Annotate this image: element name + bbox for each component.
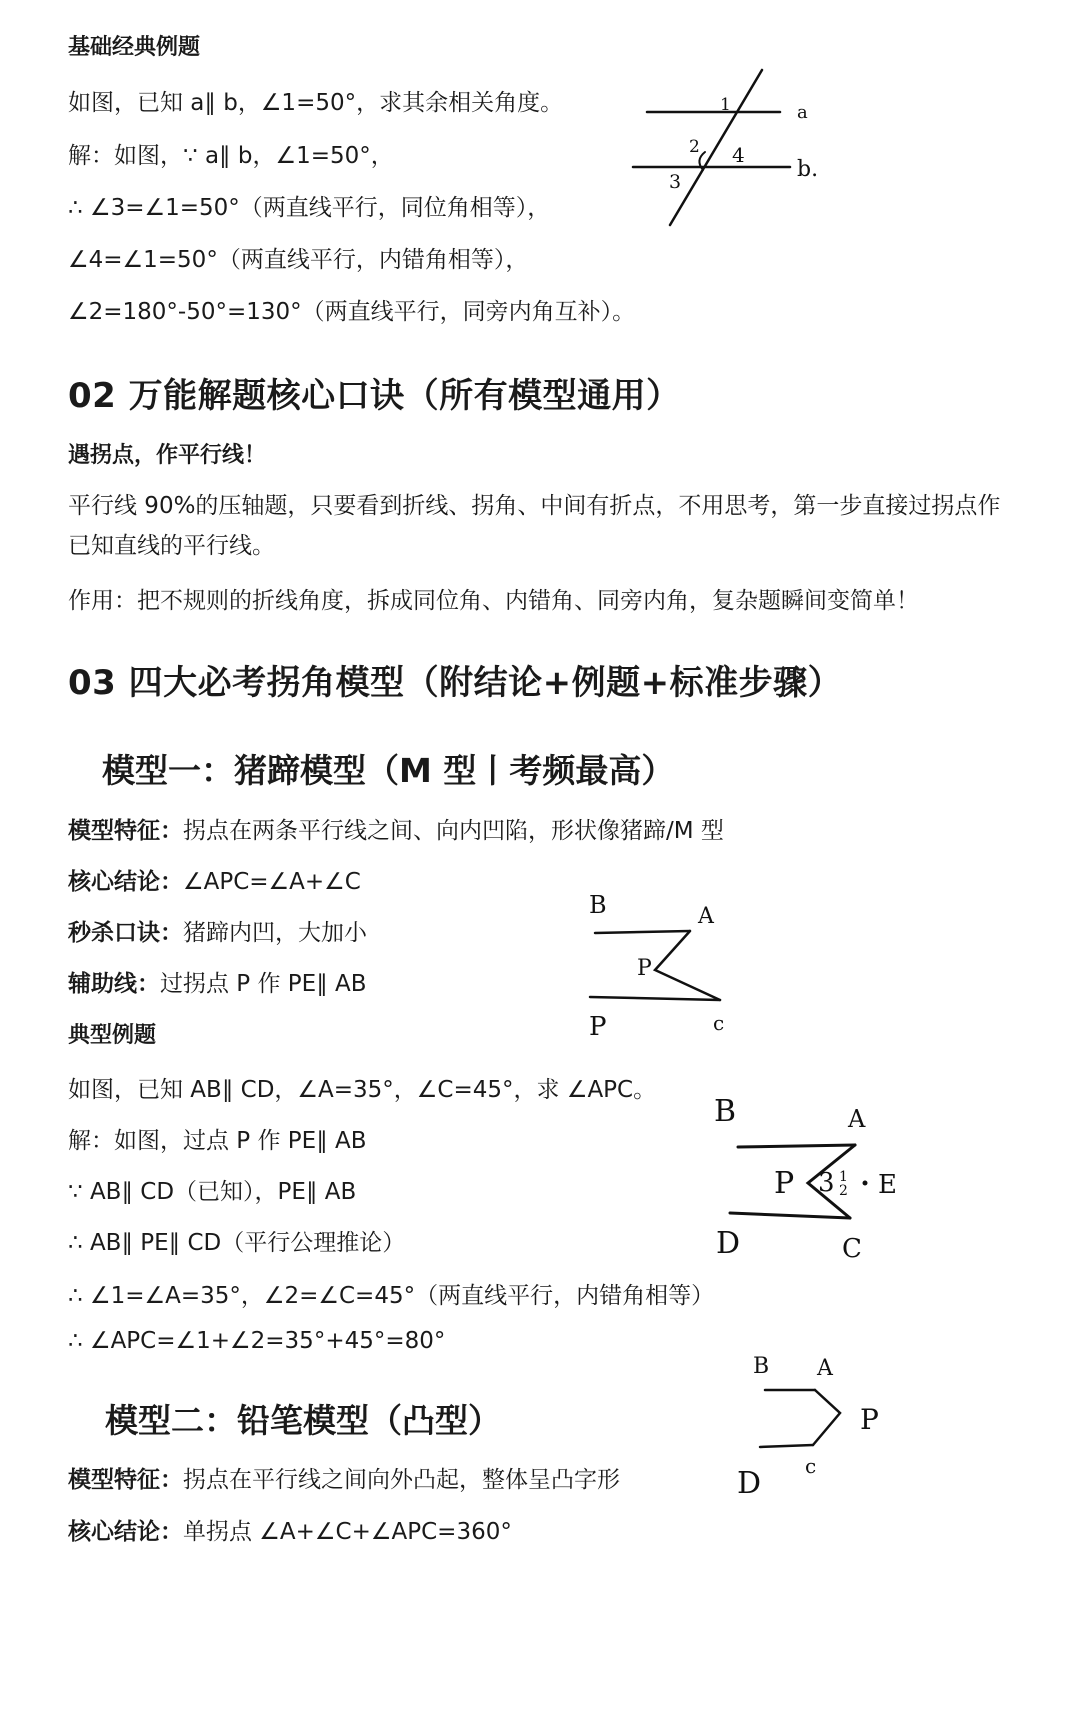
aux-label: 辅助线： [68,971,160,997]
section-02-paragraph-2: 作用：把不规则的折线角度，拆成同位角、内错角、同旁内角，复杂题瞬间变简单！ [68,588,919,614]
example-line-6: ∴ ∠APC=∠1+∠2=35°+45°=80° [68,1328,446,1354]
parallel-lines-figure [625,60,855,240]
angle-3-label: 3 [669,171,682,193]
label-C: c [713,1011,725,1035]
label-B: B [753,1354,770,1379]
pencil-model-figure [735,1345,905,1515]
label-a: a [797,102,808,123]
aux-text: 过拐点 P 作 PE∥ AB [160,971,367,997]
point-e-dot [863,1181,868,1186]
example-line-5: ∴ ∠1=∠A=35°，∠2=∠C=45°（两直线平行，内错角相等） [68,1283,715,1309]
intro-line-4: ∠4=∠1=50°（两直线平行，内错角相等）， [68,247,529,273]
label-A: A [817,1356,833,1381]
label-B: B [589,891,607,919]
label-P: P [774,1166,795,1201]
label-A: A [698,904,714,929]
transversal [670,70,762,225]
label-P: P [860,1403,879,1436]
example-line-3: ∵ AB∥ CD（已知），PE∥ AB [68,1179,357,1205]
pig-hoof-example-figure [700,1085,900,1265]
feature-text: 拐点在平行线之间向外凸起，整体呈凸字形 [183,1467,620,1493]
label-B: B [714,1094,737,1129]
trick-text: 猪蹄内凹，大加小 [183,920,367,946]
label-D: D [737,1466,762,1501]
section-02-paragraph-1: 平行线 90%的压轴题，只要看到折线、拐角、中间有折点，不用思考，第一步直接过拐点作已知直线的平行线。 [68,493,1001,559]
label-P: P [637,956,652,981]
model-1-conclusion [68,863,361,896]
section-02-title: 02 万能解题核心口诀（所有模型通用） [68,376,681,416]
line-cd [760,1445,813,1447]
model-1-example-heading: 典型例题 [68,1023,157,1048]
trick-label: 秒杀口诀： [68,920,183,946]
conclusion-text: ∠APC=∠A+∠C [183,869,361,895]
section-02-slogan: 遇拐点，作平行线！ [68,443,267,468]
angle-1-label: 1 [720,95,731,115]
example-line-4: ∴ AB∥ PE∥ CD（平行公理推论） [68,1230,406,1256]
line-ab [738,1145,855,1147]
label-b: b. [797,157,819,182]
label-E: E [878,1170,897,1200]
pig-hoof-figure [575,875,775,1045]
conclusion-text: 单拐点 ∠A+∠C+∠APC=360° [183,1519,512,1545]
model-2-feature [68,1461,620,1494]
model-2-title: 模型二：铅笔模型（凸型） [105,1401,501,1440]
section-03-title: 03 四大必考拐角模型（附结论+例题+标准步骤） [68,663,843,703]
intro-line-2: 解：如图，∵ a∥ b，∠1=50°， [68,143,394,169]
angle-3-label: 3 [818,1168,835,1198]
conclusion-label: 核心结论： [68,1519,183,1545]
model-2-conclusion [68,1513,512,1546]
label-C: C [842,1234,862,1264]
feature-label: 模型特征： [68,1467,183,1493]
line-cd [730,1213,850,1218]
label-bottom-left: P [589,1012,607,1042]
label-A: A [848,1105,866,1133]
intro-line-5: ∠2=180°-50°=130°（两直线平行，同旁内角互补）。 [68,299,636,325]
conclusion-label: 核心结论： [68,869,183,895]
example-line-1: 如图，已知 AB∥ CD，∠A=35°，∠C=45°，求 ∠APC。 [68,1077,657,1103]
angle-2-label: 2 [839,1183,848,1199]
line-cd [590,997,720,1000]
intro-line-3: ∴ ∠3=∠1=50°（两直线平行，同位角相等）， [68,195,551,221]
angle-2-label: 2 [689,137,700,157]
feature-label: 模型特征： [68,818,183,844]
feature-text: 拐点在两条平行线之间、向内凹陷，形状像猪蹄/M 型 [183,818,724,844]
model-1-title: 模型一：猪蹄模型（M 型丨考频最高） [102,751,675,790]
label-C: c [805,1454,817,1478]
bend-apc [655,931,720,1000]
model-1-trick [68,914,367,947]
intro-line-1: 如图，已知 a∥ b，∠1=50°，求其余相关角度。 [68,90,564,116]
bend-apc [813,1390,840,1445]
model-1-auxiliary [68,965,367,998]
label-D: D [716,1226,741,1261]
model-1-feature [68,812,724,845]
angle-1-label: 1 [839,1169,848,1185]
example-line-2: 解：如图，过点 P 作 PE∥ AB [68,1128,367,1154]
intro-heading: 基础经典例题 [68,35,201,60]
angle-4-label: 4 [732,143,745,167]
line-ab [595,931,690,933]
